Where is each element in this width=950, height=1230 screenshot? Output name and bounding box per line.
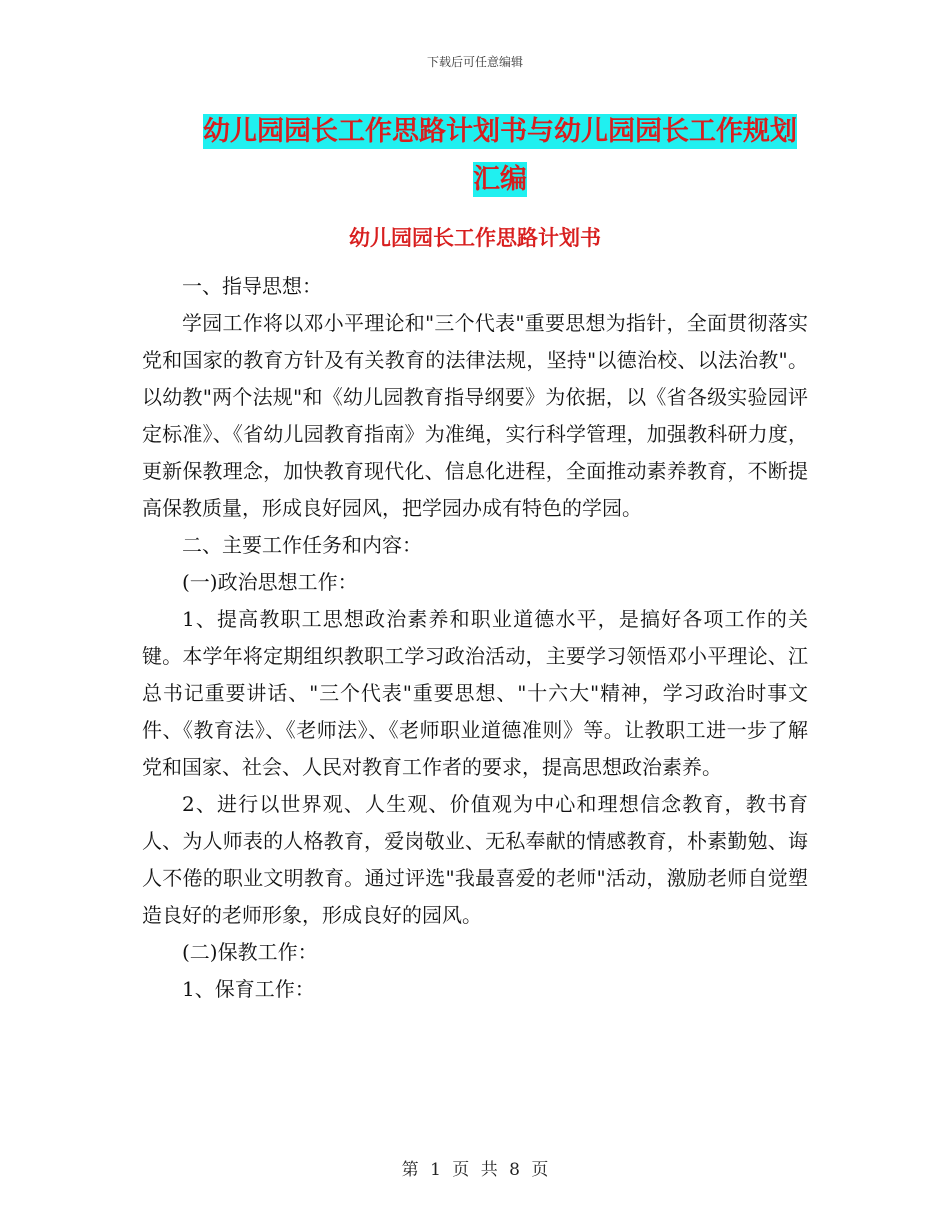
page-number: 第 1 页 共 8 页	[401, 1160, 549, 1180]
header-note: 下载后可任意编辑	[426, 55, 523, 69]
document-title-text: 幼儿园园长工作思路计划书与幼儿园园长工作规划汇编	[203, 116, 797, 195]
subheading-care-work: 1、保育工作：	[182, 977, 315, 1001]
heading-guiding-thought: 一、指导思想：	[182, 274, 322, 298]
section-title: 幼儿园园长工作思路计划书	[349, 226, 601, 250]
document-body	[142, 268, 808, 1008]
paragraph-political-1: 1、提高教职工思想政治素养和职业道德水平，是搞好各项工作的关键。本学年将定期组织教职工学习政治活动，主要学习领悟邓小平理论、江总书记重要讲话、"三个代表"重要思想、"十六大"精神，学习政治时事文件、《教育法》、《老师法》、《老师职业道德准则》等。让教职工进一步了解党和国家、社会、人民对教育工作者的要求，提高思想政治素养。	[142, 607, 808, 779]
document-title	[190, 108, 810, 204]
heading-main-tasks: 二、主要工作任务和内容：	[182, 533, 422, 557]
paragraph-political-2: 2、进行以世界观、人生观、价值观为中心和理想信念教育，教书育人、为人师表的人格教育，爱岗敬业、无私奉献的情感教育，朴素勤勉、诲人不倦的职业文明教育。通过评选"我最喜爱的老师"活动，激励老师自觉塑造良好的老师形象，形成良好的园风。	[142, 792, 808, 927]
subheading-political-work: (一)政治思想工作：	[182, 570, 358, 594]
paragraph-guiding-thought: 学园工作将以邓小平理论和"三个代表"重要思想为指针，全面贯彻落实党和国家的教育方针及有关教育的法律法规，坚持"以德治校、以法治教"。以幼教"两个法规"和《幼儿园教育指导纲要》为依据，以《省各级实验园评定标准》、《省幼儿园教育指南》为准绳，实行科学管理，加强教科研力度，更新保教理念，加快教育现代化、信息化进程，全面推动素养教育，不断提高保教质量，形成良好园风，把学园办成有特色的学园。	[142, 311, 808, 520]
subheading-care-education: (二)保教工作：	[182, 940, 318, 964]
